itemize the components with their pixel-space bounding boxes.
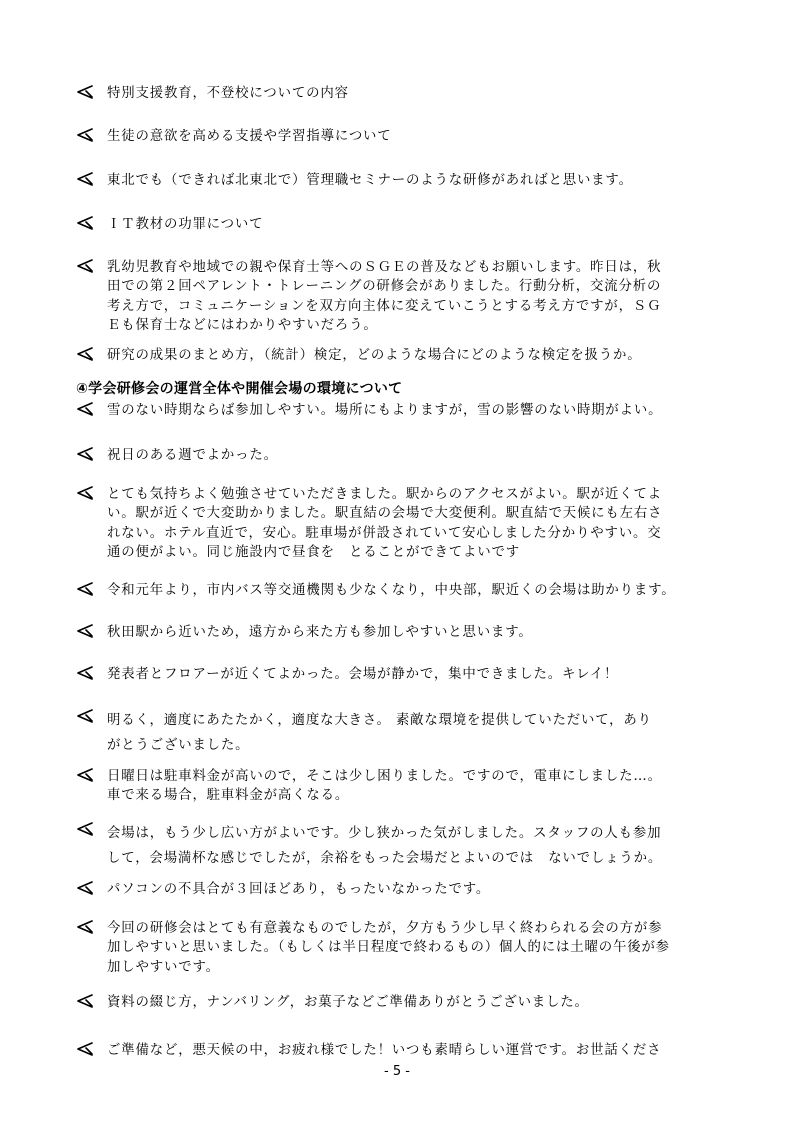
list-item-text: 祝日のある週でよかった。 xyxy=(107,448,278,463)
arrow-bullet-icon xyxy=(76,920,94,934)
list-item-text: 雪のない時期ならば参加しやすい。場所にもよりますが，雪の影響のない時期がよい。 xyxy=(107,403,663,418)
list-item xyxy=(76,401,716,420)
list-item xyxy=(76,346,716,365)
arrow-bullet-icon xyxy=(76,347,94,361)
arrow-bullet-icon xyxy=(76,447,94,461)
section-heading: ④学会研修会の運営全体や開催会場の環境について xyxy=(76,381,403,397)
list-item xyxy=(76,1041,716,1060)
list-item-text: 乳幼児教育や地域での親や保育士等へのＳＧＥの普及などもお願いします。昨日は，秋 田での第２回ペアレント・トレーニングの研修会がありました。行動分析，交流分析の 考え方で，コミュニケーションを双方向主体に変えていこうとする考え方ですが，ＳＧ Ｅも保育士などにはわかりやすいだろう。 xyxy=(107,260,662,334)
arrow-bullet-icon xyxy=(76,768,94,782)
list-item xyxy=(76,84,716,103)
arrow-bullet-icon xyxy=(76,216,94,230)
arrow-bullet-icon xyxy=(76,1042,94,1056)
arrow-bullet-icon xyxy=(76,582,94,596)
arrow-bullet-icon xyxy=(76,128,94,142)
list-item-text: ご準備など，悪天候の中，お疲れ様でした！いつも素晴らしい運営です。お世話くださ xyxy=(107,1043,662,1058)
list-item xyxy=(76,708,716,758)
list-item-text: パソコンの不具合が３回ほどあり，もったいなかったです。 xyxy=(107,882,491,897)
list-item xyxy=(76,446,716,465)
list-item xyxy=(76,821,716,871)
list-item xyxy=(76,171,716,190)
list-item-text: 東北でも（できれば北東北で）管理職セミナーのような研修があればと思います。 xyxy=(107,173,633,188)
arrow-bullet-icon xyxy=(76,624,94,638)
list-item xyxy=(76,581,716,600)
arrow-bullet-icon xyxy=(76,709,94,723)
list-item xyxy=(76,665,716,684)
list-item-text: 発表者とフロアーが近くてよかった。会場が静かで，集中できました。キレイ！ xyxy=(107,667,619,682)
list-item-text: 資料の綴じ方，ナンバリング，お菓子などご準備ありがとうございました。 xyxy=(107,995,589,1010)
list-item xyxy=(76,880,716,899)
arrow-bullet-icon xyxy=(76,85,94,99)
list-item xyxy=(76,258,716,336)
list-item xyxy=(76,993,716,1012)
arrow-bullet-icon xyxy=(76,881,94,895)
arrow-bullet-icon xyxy=(76,994,94,1008)
list-item-text: 秋田駅から近いため，遠方から来た方も参加しやすいと思います。 xyxy=(107,625,533,640)
arrow-bullet-icon xyxy=(76,402,94,416)
list-item-text: 特別支援教育，不登校についての内容 xyxy=(107,86,349,101)
arrow-bullet-icon xyxy=(76,822,94,836)
list-item-text: 今回の研修会はとても有意義なものでしたが，夕方もう少し早く終わられる会の方が参 加しやすいと思いました。（もしくは半日程度で終わるもの）個人的には土曜の午後が参 加しやすいです。 xyxy=(107,921,670,975)
list-item xyxy=(76,623,716,642)
list-item-text: 生徒の意欲を高める支援や学習指導について xyxy=(107,129,392,144)
list-item-text: 研究の成果のまとめ方，（統計）検定，どのような場合にどのような検定を扱うか。 xyxy=(107,348,642,363)
list-item-text: 令和元年より，市内バス等交通機関も少なくなり，中央部，駅近くの会場は助かります。 xyxy=(107,583,676,598)
list-item xyxy=(76,767,716,806)
arrow-bullet-icon xyxy=(76,666,94,680)
page-number: - 5 - xyxy=(384,1064,410,1079)
list-item xyxy=(76,215,716,234)
list-item-text: 日曜日は駐車料金が高いので，そこは少し困りました。ですので，電車にしました…。 車で来る場合，駐車料金が高くなる。 xyxy=(107,769,662,804)
list-item-text: 会場は，もう少し広い方がよいです。少し狭かった気がしました。スタッフの人も参加 して，会場満杯な感じでしたが，余裕をもった会場だとよいのでは ないでしょうか。 xyxy=(107,826,663,866)
arrow-bullet-icon xyxy=(76,486,94,500)
arrow-bullet-icon xyxy=(76,259,94,273)
list-item xyxy=(76,919,716,977)
list-item-text: ＩＴ教材の功罪について xyxy=(107,217,264,232)
list-item xyxy=(76,485,716,563)
list-item-text: とても気持ちよく勉強させていただきました。駅からのアクセスがよい。駅が近くてよ い。駅が近くで大変助かりました。駅直結の会場で大変便利。駅直結で天候にも左右さ れない。ホテル直近で，安心。駐車場が併設されていて安心しました分かりやすい。交 通の便がよい。同じ施設内で昼食を とることができてよいです xyxy=(107,487,663,561)
arrow-bullet-icon xyxy=(76,172,94,186)
list-item-text: 明るく，適度にあたたかく，適度な大きさ。 素敵な環境を提供していただいて，あり がとうございました。 xyxy=(107,713,652,753)
list-item xyxy=(76,127,716,146)
